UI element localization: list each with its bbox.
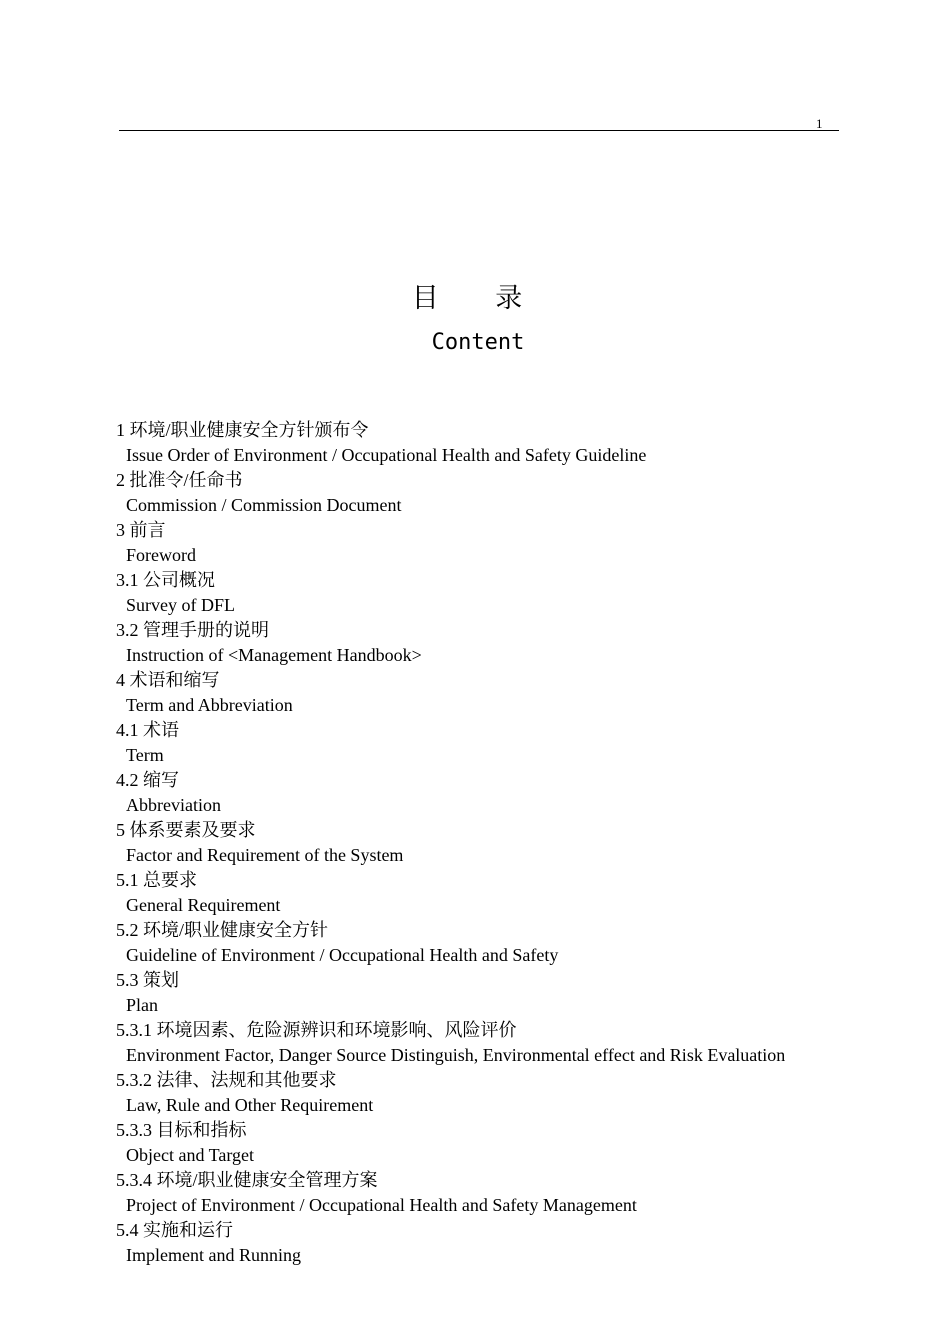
toc-entry-chinese[interactable]: 1 环境/职业健康安全方针颁布令 xyxy=(116,420,369,440)
toc-entry-chinese[interactable]: 5.3.4 环境/职业健康安全管理方案 xyxy=(116,1170,378,1190)
toc-entry-english[interactable]: Term xyxy=(126,745,164,765)
toc-entry-chinese[interactable]: 4.1 术语 xyxy=(116,720,179,740)
toc-entry-english[interactable]: Implement and Running xyxy=(126,1245,301,1265)
toc-entry-english[interactable]: Object and Target xyxy=(126,1145,255,1165)
toc-entry[interactable] xyxy=(116,1068,846,1118)
toc-entry-english[interactable]: Plan xyxy=(126,995,159,1015)
toc-entry[interactable] xyxy=(116,568,846,618)
toc-entry-english[interactable]: Instruction of <Management Handbook> xyxy=(126,645,422,665)
toc-entry-chinese[interactable]: 5.4 实施和运行 xyxy=(116,1220,233,1240)
toc-entry[interactable] xyxy=(116,968,846,1018)
toc-entry[interactable] xyxy=(116,518,846,568)
toc-entry-english[interactable]: Commission / Commission Document xyxy=(126,495,402,515)
toc-entry[interactable] xyxy=(116,668,846,718)
toc-entry[interactable] xyxy=(116,1118,846,1168)
toc-entry[interactable] xyxy=(116,1168,846,1218)
toc-entry-english[interactable]: Law, Rule and Other Requirement xyxy=(126,1095,374,1115)
toc-entry[interactable] xyxy=(116,818,846,868)
toc-entry[interactable] xyxy=(116,618,846,668)
toc-title-english: Content xyxy=(431,330,525,355)
toc-entry-english[interactable]: Guideline of Environment / Occupational Health and Safety xyxy=(126,945,559,965)
toc-entry[interactable] xyxy=(116,768,846,818)
table-of-contents xyxy=(116,418,846,1268)
toc-entry-chinese[interactable]: 4 术语和缩写 xyxy=(116,670,220,690)
toc-entry-chinese[interactable]: 5.2 环境/职业健康安全方针 xyxy=(116,920,328,940)
toc-entry[interactable] xyxy=(116,718,846,768)
toc-entry-chinese[interactable]: 5.3.3 目标和指标 xyxy=(116,1120,247,1140)
toc-entry[interactable] xyxy=(116,418,846,468)
toc-entry-english[interactable]: Issue Order of Environment / Occupational Health and Safety Guideline xyxy=(126,445,647,465)
toc-entry[interactable] xyxy=(116,1018,846,1068)
toc-entry-chinese[interactable]: 4.2 缩写 xyxy=(116,770,179,790)
toc-entry-english[interactable]: Abbreviation xyxy=(126,795,221,815)
toc-entry-english[interactable]: Foreword xyxy=(126,545,196,565)
toc-entry-english[interactable]: Factor and Requirement of the System xyxy=(126,845,404,865)
page-number: 1 xyxy=(816,116,823,131)
toc-entry-chinese[interactable]: 5.3.1 环境因素、危险源辨识和环境影响、风险评价 xyxy=(116,1020,517,1040)
toc-entry-chinese[interactable]: 5.3.2 法律、法规和其他要求 xyxy=(116,1070,337,1090)
toc-entry[interactable] xyxy=(116,868,846,918)
toc-entry[interactable] xyxy=(116,918,846,968)
toc-entry-chinese[interactable]: 5.1 总要求 xyxy=(116,870,197,890)
toc-entry[interactable] xyxy=(116,468,846,518)
toc-entry-english[interactable]: Project of Environment / Occupational Health and Safety Management xyxy=(126,1195,637,1215)
toc-entry-chinese[interactable]: 3.1 公司概况 xyxy=(116,570,215,590)
toc-entry[interactable] xyxy=(116,1218,846,1268)
toc-title-chinese: 目 录 xyxy=(411,283,547,314)
toc-entry-english[interactable]: Term and Abbreviation xyxy=(126,695,293,715)
toc-entry-chinese[interactable]: 3 前言 xyxy=(116,520,166,540)
toc-entry-chinese[interactable]: 5 体系要素及要求 xyxy=(116,820,256,840)
header-rule xyxy=(119,130,839,131)
toc-entry-english[interactable]: Environment Factor, Danger Source Distinguish, Environmental effect and Risk Evaluation xyxy=(126,1045,786,1065)
toc-entry-chinese[interactable]: 3.2 管理手册的说明 xyxy=(116,620,269,640)
toc-entry-english[interactable]: Survey of DFL xyxy=(126,595,235,615)
toc-entry-chinese[interactable]: 2 批准令/任命书 xyxy=(116,470,243,490)
toc-entry-english[interactable]: General Requirement xyxy=(126,895,281,915)
toc-entry-chinese[interactable]: 5.3 策划 xyxy=(116,970,179,990)
